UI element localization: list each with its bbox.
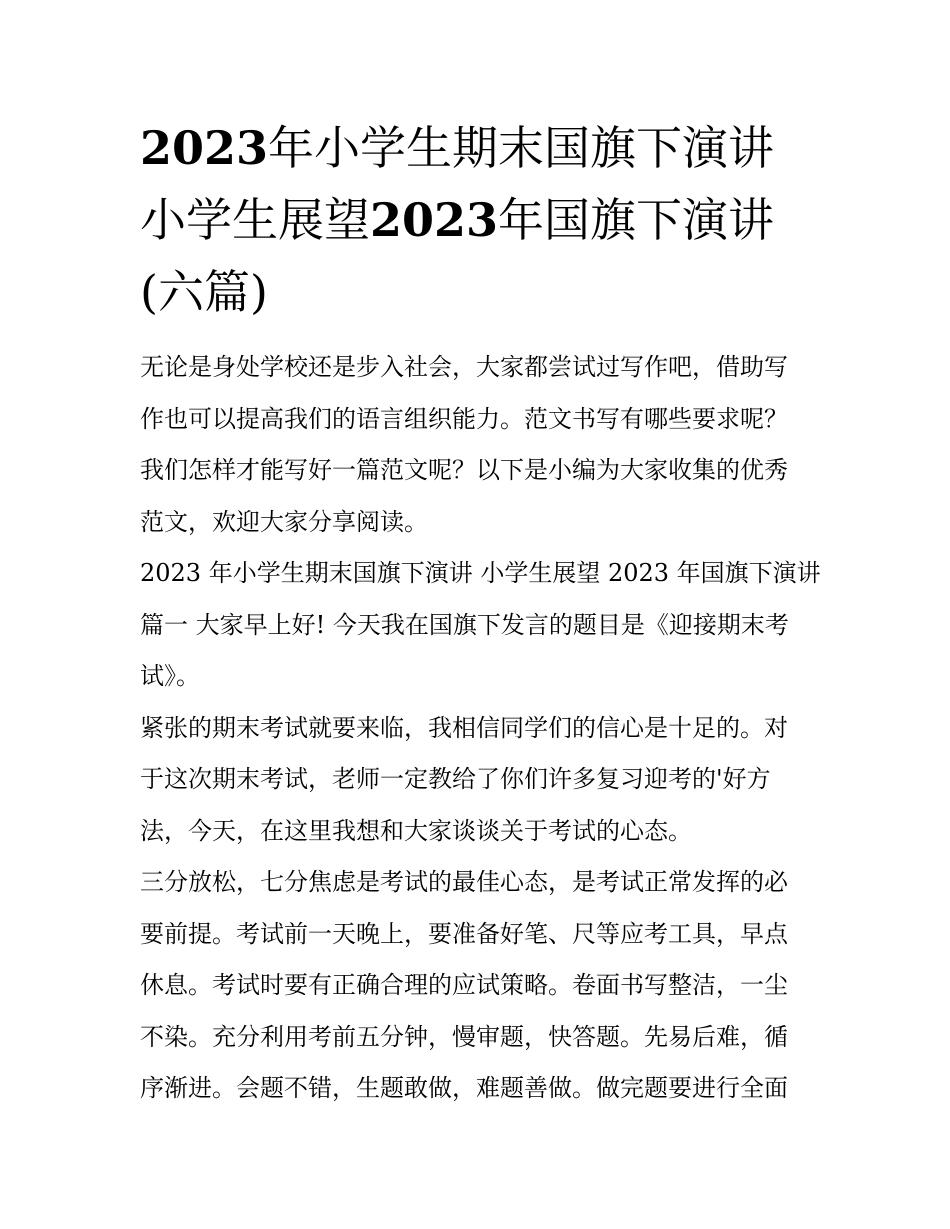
paragraph-exam [140,703,812,858]
paragraph-line: 休息。考试时要有正确合理的应试策略。卷面书写整洁，一尘 [140,971,788,999]
paragraph-heading [140,548,821,703]
paragraph-line: 篇一 大家早上好! 今天我在国旗下发言的题目是《迎接期末考 [140,610,789,639]
paragraph-line: 于这次期末考试，老师一定教给了你们许多复习迎考的'好方 [140,765,771,793]
paragraph-line: 三分放松，七分焦虑是考试的最佳心态，是考试正常发挥的必 [140,868,788,896]
paragraph-mindset [140,857,812,1115]
document-page [140,112,821,1115]
paragraph-line: 不染。充分利用考前五分钟，慢审题，快答题。先易后难，循 [140,1022,788,1051]
paragraph-line: 范文，欢迎大家分享阅读。 [140,507,428,536]
paragraph-line: 2023 年小学生期末国旗下演讲 小学生展望 2023 年国旗下演讲 [140,559,821,587]
paragraph-line: 试》。 [140,662,200,690]
title-pre-2: 小学生展望 [140,193,370,247]
title-line-3: (六篇) [140,265,268,319]
paragraph-line: 无论是身处学校还是步入社会，大家都尝试过写作吧，借助写 [140,353,788,381]
document-title [140,112,812,328]
paragraph-line: 法，今天，在这里我想和大家谈谈关于考试的心态。 [140,816,692,845]
title-year-2: 2023 [370,193,499,247]
paragraph-line: 我们怎样才能写好一篇范文呢？以下是小编为大家收集的优秀 [140,456,788,484]
title-text-1: 年小学生期末国旗下演讲 [268,121,775,175]
title-line-1 [140,112,812,184]
title-year-1: 2023 [140,121,269,175]
paragraph-line: 序渐进。会题不错，生题敢做，难题善做。做完题要进行全面 [140,1074,788,1102]
paragraph-intro [140,342,812,548]
paragraph-line: 作也可以提高我们的语言组织能力。范文书写有哪些要求呢？ [140,404,788,433]
title-line-2 [140,184,812,256]
paragraph-line: 要前提。考试前一天晚上，要准备好笔、尺等应考工具，早点 [140,919,788,948]
paragraph-line: 紧张的期末考试就要来临，我相信同学们的信心是十足的。对 [140,713,788,742]
title-text-2: 年国旗下演讲 [498,193,775,247]
